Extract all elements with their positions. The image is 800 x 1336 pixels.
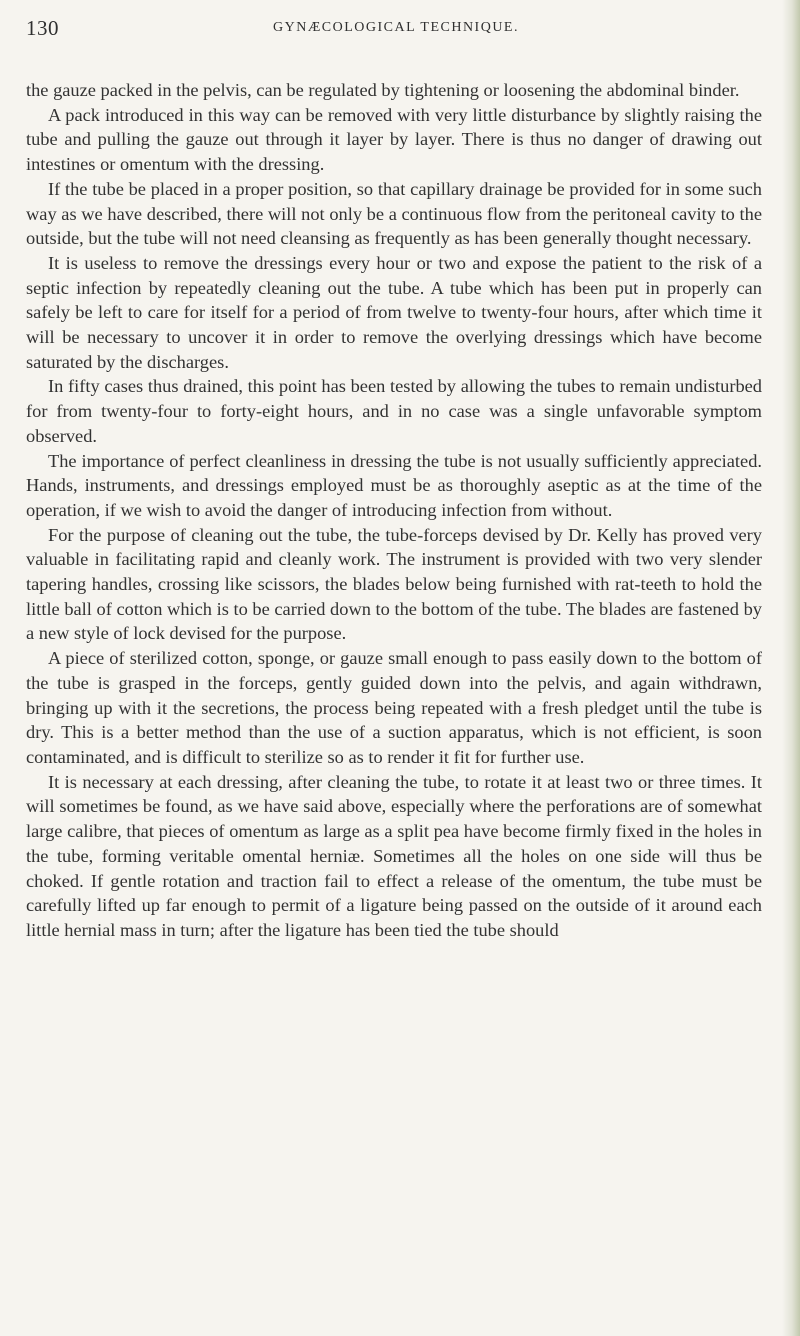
paragraph-1: the gauze packed in the pelvis, can be regulated by tightening or loosening the abdominal binder. [26, 80, 740, 100]
paragraph-9: It is necessary at each dressing, after cleaning the tube, to rotate it at least two or three times. It will sometimes be found, as we have said above, especially where the perforations are of somewhat large calibre, that pieces of omentum as large as a split pea have become firmly fixed in the holes in the tube, forming veritable omental herniæ. Sometimes all the holes on one side will thus be choked. If gentle rotation and traction fail to effect a release of the omentum, the tube must be carefully lifted up far enough to permit of a ligature being passed on the outside of it around each little hernial mass in turn; after the ligature has been tied the tube should [26, 771, 762, 940]
page-edge-shadow [782, 0, 800, 1336]
paragraph-7: For the purpose of cleaning out the tube, the tube-forceps devised by Dr. Kelly has proved very valuable in facilitating rapid and cleanly work. The instrument is provided with two very slender tapering handles, crossing like scissors, the blades below being furnished with rat-teeth to hold the little ball of cotton which is to be carried down to the bottom of the tube. The blades are fastened by a new style of lock devised for the purpose. [26, 524, 762, 644]
running-head: GYNÆCOLOGICAL TECHNIQUE. [273, 20, 519, 35]
paragraph-4: It is useless to remove the dressings every hour or two and expose the patient to the risk of a septic infection by repeatedly cleaning out the tube. A tube which has been put in properly can safely be left to care for itself for a period of from twelve to twenty-four hours, after which time it will be necessary to uncover it in order to remove the overlying dressings which have become saturated by the discharges. [26, 252, 762, 372]
paragraph-3: If the tube be placed in a proper position, so that capillary drainage be provided for in some such way as we have described, there will not only be a continuous flow from the peritoneal cavity to the outside, but the tube will not need cleansing as frequently as has been generally thought necessary. [26, 178, 762, 249]
page-number: 130 [26, 16, 59, 40]
paragraph-2: A pack introduced in this way can be removed with very little disturbance by slightly raising the tube and pulling the gauze out through it layer by layer. There is thus no danger of drawing out intestines or omentum with the dressing. [26, 104, 762, 175]
body-text [26, 78, 762, 943]
page-header [26, 14, 766, 44]
paragraph-8: A piece of sterilized cotton, sponge, or gauze small enough to pass easily down to the bottom of the tube is grasped in the forceps, gently guided down into the pelvis, and again withdrawn, bringing up with it the secretions, the process being repeated with a fresh pledget until the tube is dry. This is a better method than the use of a suction apparatus, which is not efficient, is soon contaminated, and is difficult to sterilize so as to render it fit for further use. [26, 648, 762, 767]
paragraph-6: The importance of perfect cleanliness in dressing the tube is not usually sufficiently appreciated. Hands, instruments, and dressings employed must be as thoroughly aseptic as at the time of the operation, if we wish to avoid the danger of introducing infection from without. [26, 450, 762, 520]
paragraph-5: In fifty cases thus drained, this point has been tested by allowing the tubes to remain undisturbed for from twenty-four to forty-eight hours, and in no case was a single unfavorable symptom observed. [26, 376, 762, 446]
